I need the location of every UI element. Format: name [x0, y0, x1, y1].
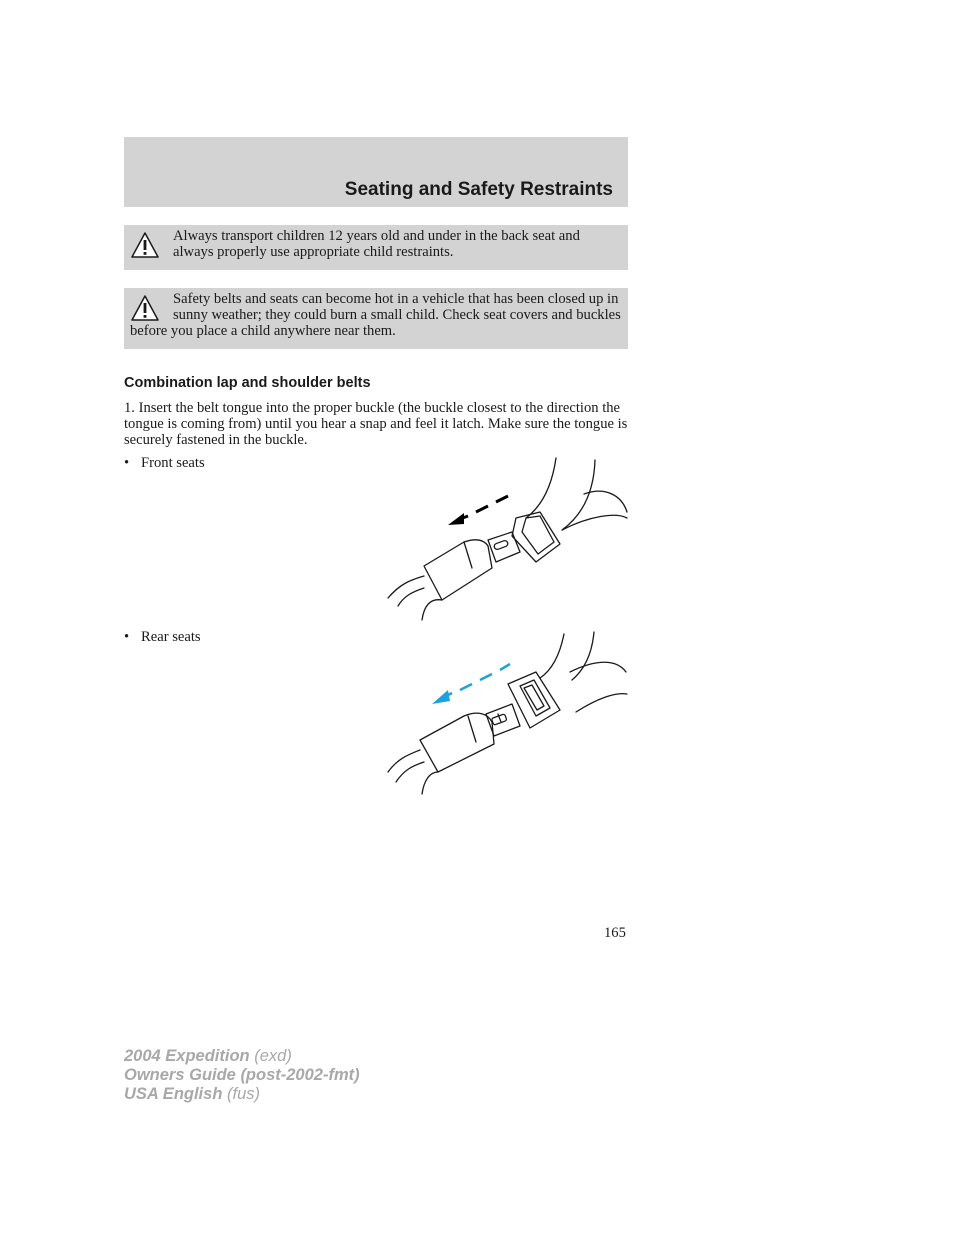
- bullet-dot-icon: •: [124, 455, 130, 471]
- footer-line-3: USA English (fus): [124, 1085, 260, 1103]
- rear-seat-belt-buckle-illustration: [384, 630, 630, 800]
- page-title: Seating and Safety Restraints: [344, 179, 613, 200]
- warning-box-hot-seats: [124, 288, 628, 349]
- footer-line-1: 2004 Expedition (exd): [124, 1047, 292, 1065]
- section-heading: Combination lap and shoulder belts: [124, 375, 371, 391]
- bullet-dot-icon: •: [124, 629, 130, 645]
- header-band: [124, 137, 628, 207]
- footer-line-2: Owners Guide (post-2002-fmt): [124, 1066, 360, 1084]
- instruction-paragraph: 1. Insert the belt tongue into the proper buckle (the buckle closest to the direction the tongue is coming from) until you hear a snap and feel it latch. Make sure the tongue is securely fastened in the buckle.: [124, 400, 628, 448]
- warning-triangle-icon: [130, 294, 160, 322]
- bullet-label: Front seats: [141, 455, 205, 471]
- insert-arrow: [448, 496, 508, 525]
- warning-text: Always transport children 12 years old and under in the back seat and always properly use appropriate child restraints.: [173, 228, 580, 260]
- front-seat-belt-buckle-illustration: [384, 456, 630, 626]
- insert-arrow: [432, 664, 510, 704]
- page-number: 165: [604, 925, 626, 941]
- document-footer: [124, 1047, 360, 1104]
- bullet-front-seats: [124, 455, 205, 472]
- warning-box-children: [124, 225, 628, 270]
- warning-triangle-icon: [130, 231, 160, 259]
- bullet-label: Rear seats: [141, 629, 201, 645]
- warning-text: Safety belts and seats can become hot in a vehicle that has been closed up in sunny weather; they could burn a small child. Check seat covers and buckles before you place a child anywhere near them.: [130, 291, 621, 339]
- bullet-rear-seats: [124, 629, 201, 646]
